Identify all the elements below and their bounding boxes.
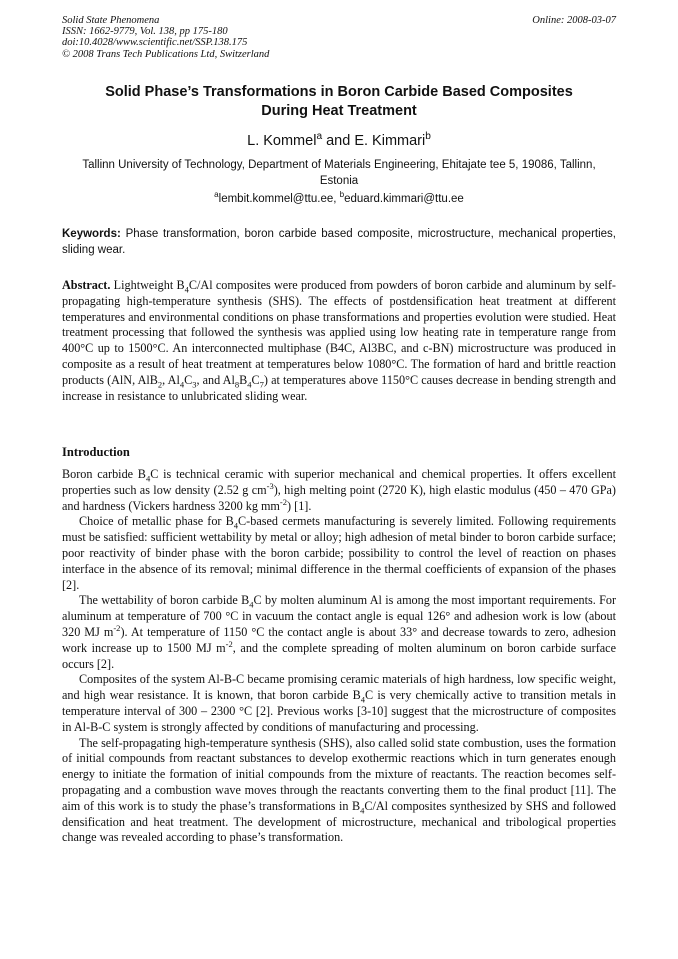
abstract-sub-3: 4 <box>179 379 185 390</box>
keywords-text: Phase transformation, boron carbide based composite, microstructure, mechanical properties, sliding wear. <box>62 228 616 256</box>
p1-text-a: Boron carbide B <box>62 467 146 481</box>
abstract-text-6: B <box>239 372 248 387</box>
author-1-mark: a <box>316 131 323 143</box>
abstract-sub-5: 8 <box>234 379 240 390</box>
p3-sup-2: -2 <box>225 638 233 649</box>
affiliation: Tallinn University of Technology, Department of Materials Engineering, Ehitajate tee 5, 19086, Tallinn, Estonia <box>82 159 596 187</box>
p5-sub: 4 <box>360 805 365 816</box>
journal-copyright: © 2008 Trans Tech Publications Ltd, Switzerland <box>62 48 270 60</box>
p1-text-c: ), high melting point (2720 K), high elastic modulus (450 – 470 GPa) and hardness (Vickers hardness 3200 kg mm <box>62 482 616 513</box>
intro-paragraph-3 <box>62 593 616 672</box>
abstract-text-8: ) at temperatures above 1150°C causes decrease in bending strength and increase in resistance to unlubricated sliding wear. <box>62 372 616 403</box>
abstract-text-7: C <box>251 372 260 387</box>
p1-sub: 4 <box>145 473 151 484</box>
abstract-text-2: C/Al composites were produced from powders of boron carbide and aluminum by self-propagating high-temperature synthesis (SHS). The effects of postdensification heat treatment at different temperatures and environmental conditions on phase transformations and properties evolution were studied. Heat treatment processing that followed the synthesis was applied using low heating rate in temperature range from 400°C up to 1500°C. An interconnected multiphase (B4C, Al3BC, and c-BN) microstructure was produced in composite as a result of heat treatment at temperatures below 1080°C. The formation of hard and brittle reaction products (AlN, AlB <box>62 278 616 387</box>
intro-paragraph-1 <box>62 467 616 514</box>
keywords-label: Keywords: <box>62 228 121 240</box>
author-2-mark: b <box>425 131 431 143</box>
abstract-text-5: , and Al <box>196 372 235 387</box>
p4-text-b: C is very chemically active to transition metals in temperature interval of 300 – 2300 °C [2]. Previous works [3-10] suggest that the microstructure of composites in Al-B-C system is strongly affected by conditions of manufacturing and processing. <box>62 688 616 734</box>
title-line-1: Solid Phase’s Transformations in Boron Carbide Based Composites <box>105 84 573 100</box>
p1-text-d: ) [1]. <box>287 498 312 513</box>
abstract-text-3: , Al <box>162 372 180 387</box>
title-line-2: During Heat Treatment <box>261 103 417 119</box>
p3-sub: 4 <box>249 599 254 610</box>
paper-title <box>62 83 616 121</box>
abstract-sub-2: 2 <box>157 379 163 390</box>
abstract-sub-7: 7 <box>259 379 264 390</box>
introduction-body <box>62 467 616 846</box>
p2-text-a: Choice of metallic phase for B <box>79 514 234 529</box>
p3-text-b: C by molten aluminum Al is among the most important requirements. For aluminum at temperature of 700 °C in vacuum the contact angle is equal 126° and adhesion work is low (about 320 MJ m <box>62 593 616 639</box>
p3-text-a: The wettability of boron carbide B <box>79 593 250 608</box>
author-conjunction: and <box>322 133 355 149</box>
author-list <box>62 132 616 150</box>
email-separator: , <box>333 193 340 205</box>
p2-text-b: C-based cermets manufacturing is severely limited. Following requirements must be satisfied: sufficient wettability by metal or alloy; high adhesion of metal binder to boron carbide surface; poor reactivity of binder phase with the boron carbide; possibility to control the level of reaction on phases interface in the absence of its removal; minimal difference in the thermal coefficients of expansion of the phases [2]. <box>62 514 616 592</box>
author-1: L. Kommel <box>247 133 317 149</box>
p5-text-b: C/Al composites synthesized by SHS and followed densification and heat treatment. The development of microstructure, mechanical and tribological properties change was revealed according to phase’s transformation. <box>62 798 616 845</box>
email-a-mark: a <box>214 190 219 200</box>
journal-doi: doi:10.4028/www.scientific.net/SSP.138.175 <box>62 37 248 49</box>
p5-text-a: The self-propagating high-temperature synthesis (SHS), also called solid state combustion, uses the formation of initial compounds from reactant substances to develop exothermic reactions which in turn generates enough energy to initiate the formation of initial compounds from the mixture of reactants. The reaction becomes self-propagating and a combustion wave moves through the reactants converting them to the final product [11]. The aim of this work is to study the phase’s transformations in B <box>62 735 616 813</box>
abstract-sub-4: 3 <box>192 379 197 390</box>
p3-text-d: , and the complete spreading of molten aluminum on boron carbide surface occurs [2]. <box>62 640 616 671</box>
journal-header <box>62 15 616 60</box>
email-a[interactable]: lembit.kommel@ttu.ee <box>218 193 334 205</box>
author-emails <box>62 192 616 207</box>
keywords <box>62 227 616 258</box>
p1-sup-1: -3 <box>266 480 274 491</box>
intro-paragraph-5 <box>62 736 616 847</box>
online-date: Online: 2008-03-07 <box>532 15 616 26</box>
abstract-text-1: Lightweight B <box>110 278 185 292</box>
author-2: E. Kimmari <box>354 133 426 149</box>
section-heading-introduction: Introduction <box>62 445 130 459</box>
p1-text-b: C is technical ceramic with superior mechanical and chemical properties. It offers excellent properties such as low density (2.52 g cm <box>62 467 616 497</box>
p1-sup-2: -2 <box>279 496 288 507</box>
abstract-sub-1: 4 <box>184 284 189 295</box>
email-b[interactable]: eduard.kimmari@ttu.ee <box>344 193 464 205</box>
intro-paragraph-2 <box>62 514 616 593</box>
email-b-mark: b <box>339 190 345 200</box>
p2-sub: 4 <box>233 520 239 531</box>
p4-sub: 4 <box>360 694 365 705</box>
journal-name: Solid State Phenomena <box>62 15 160 26</box>
abstract-label: Abstract. <box>62 278 111 292</box>
p3-text-c: ). At temperature of 1150 °C the contact angle is about 33° and decrease towards to zero, adhesion work increase up to 1500 MJ m <box>62 624 616 655</box>
journal-issn: ISSN: 1662-9779, Vol. 138, pp 175-180 <box>62 26 228 38</box>
intro-paragraph-4 <box>62 672 616 735</box>
p3-sup-1: -2 <box>113 622 121 633</box>
abstract-text-4: C <box>184 372 193 387</box>
abstract-sub-6: 4 <box>247 379 252 390</box>
abstract <box>62 278 616 404</box>
p4-text-a: Composites of the system Al-B-C became promising ceramic materials of high hardness, low specific weight, and high wear resistance. It is known, that boron carbide B <box>62 672 616 703</box>
